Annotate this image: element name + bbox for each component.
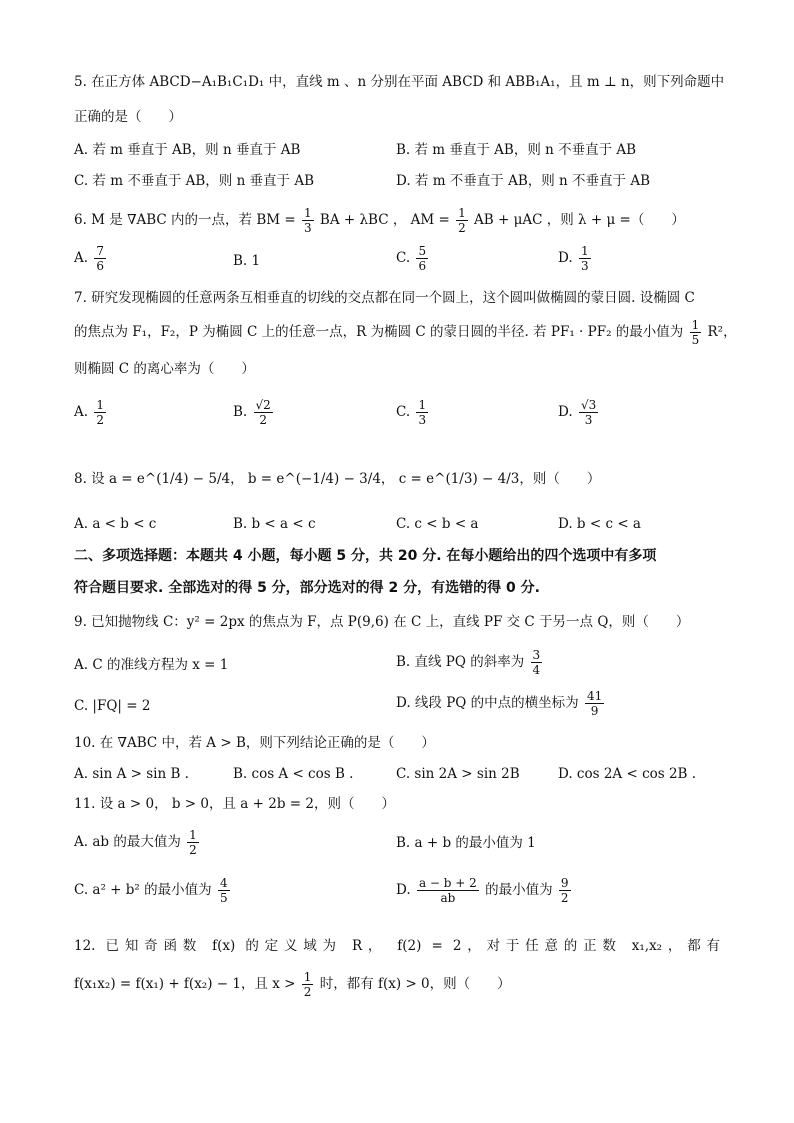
q5-option-a: A. 若 m 垂直于 AB，则 n 垂直于 AB: [74, 142, 301, 158]
q11-option-c: C. a² + b² 的最小值为 $\frac{4}{5}$: [74, 876, 228, 905]
q5-stem: 5. 在正方体 ABCD−A₁B₁C₁D₁ 中，直线 m 、n 分别在平面 ABCD 和 ABB₁A₁，且 m ⊥ n，则下列命题中: [74, 74, 725, 90]
q11-option-d: D. $\frac{a - b + 2}{ab}$ 的最小值为 $\frac{9}{2}$: [396, 876, 569, 905]
q6-option-b: B. 1: [233, 253, 261, 269]
q10-option-a: A. sin A > sin B .: [74, 766, 189, 782]
q6-option-a: A. $\frac{7}{6}$: [74, 244, 104, 273]
q7-option-c: C. $\frac{1}{3}$: [396, 398, 427, 427]
q7-option-b: B. $\frac{√2}{2}$: [233, 398, 271, 427]
q7-option-d: D. $\frac{√3}{3}$: [558, 398, 597, 427]
q6-stem-post: AB + μAC ，则 λ + μ =（ ）: [474, 212, 685, 228]
q6-stem-pre: 6. M 是 ∇ABC 内的一点，若 BM =: [74, 212, 296, 228]
q5-option-b: B. 若 m 垂直于 AB，则 n 不垂直于 AB: [396, 142, 637, 158]
q6-stem-mid: BA + λBC ， AM =: [319, 212, 450, 228]
q9-option-a: A. C 的准线方程为 x = 1: [74, 657, 229, 673]
q10-stem: 10. 在 ∇ABC 中，若 A > B，则下列结论正确的是（ ）: [74, 735, 435, 751]
q7-stem-line1: 7. 研究发现椭圆的任意两条互相垂直的切线的交点都在同一个圆上，这个圆叫做椭圆的蒙日圆. 设椭圆 C: [74, 290, 695, 306]
q11-stem: 11. 设 a > 0， b > 0，且 a + 2b = 2，则（ ）: [74, 796, 395, 812]
q7-stem-line2: 的焦点为 F₁，F₂，P 为椭圆 C 上的任意一点，R 为椭圆 C 的蒙日圆的半径. 若 PF₁ · PF₂ 的最小值为 $\frac{1}{5}$ R²，: [74, 318, 737, 347]
q8-stem: 8. 设 a = e^(1/4) − 5/4， b = e^(−1/4) − 3/4， c = e^(1/3) − 4/3，则（ ）: [74, 471, 601, 487]
section2-heading-line2: 符合题目要求. 全部选对的得 5 分，部分选对的得 2 分，有选错的得 0 分.: [74, 580, 540, 596]
q9-option-d: D. 线段 PQ 的中点的横坐标为 $\frac{41}{9}$: [396, 689, 603, 718]
q5-option-c: C. 若 m 不垂直于 AB，则 n 垂直于 AB: [74, 173, 315, 189]
q6-option-c: C. $\frac{5}{6}$: [396, 244, 427, 273]
q6-option-d: D. $\frac{1}{3}$: [558, 244, 589, 273]
q6-stem: [74, 206, 685, 235]
q10-option-d: D. cos 2A < cos 2B .: [558, 766, 697, 782]
q10-option-c: C. sin 2A > sin 2B: [396, 766, 520, 782]
q11-option-b: B. a + b 的最小值为 1: [396, 835, 536, 851]
q5-option-d: D. 若 m 不垂直于 AB，则 n 不垂直于 AB: [396, 173, 651, 189]
q8-option-a: A. a < b < c: [74, 516, 157, 532]
q7-stem-line3: 则椭圆 C 的离心率为（ ）: [74, 361, 255, 377]
q12-stem-line2: f(x₁x₂) = f(x₁) + f(x₂) − 1，且 x > $\frac{1}{2}$ 时，都有 f(x) > 0，则（ ）: [74, 970, 511, 999]
q8-option-d: D. b < c < a: [558, 516, 641, 532]
q11-option-a: A. ab 的最大值为 $\frac{1}{2}$: [74, 828, 197, 857]
q6-frac-1: $\frac{1}{3}$: [303, 206, 312, 235]
q7-option-a: A. $\frac{1}{2}$: [74, 398, 104, 427]
section2-heading-line1: 二、多项选择题：本题共 4 小题，每小题 5 分，共 20 分. 在每小题给出的四个选项中有多项: [74, 548, 657, 564]
q6-frac-2: $\frac{1}{2}$: [458, 206, 466, 235]
q9-option-b: B. 直线 PQ 的斜率为 $\frac{3}{4}$: [396, 648, 541, 677]
q8-option-b: B. b < a < c: [233, 516, 316, 532]
q5-stem-cont: 正确的是（ ）: [74, 109, 182, 125]
q10-option-b: B. cos A < cos B .: [233, 766, 354, 782]
q9-stem: 9. 已知抛物线 C：y² = 2px 的焦点为 F，点 P(9,6) 在 C 上，直线 PF 交 C 于另一点 Q，则（ ）: [74, 614, 690, 630]
q9-option-c: C. |FQ| = 2: [74, 698, 151, 714]
q12-stem-line1: 12. 已知奇函数 f(x) 的定义域为 R， f(2) = 2，对于任意的正数 x₁,x₂，都有: [74, 938, 720, 954]
q8-option-c: C. c < b < a: [396, 516, 479, 532]
